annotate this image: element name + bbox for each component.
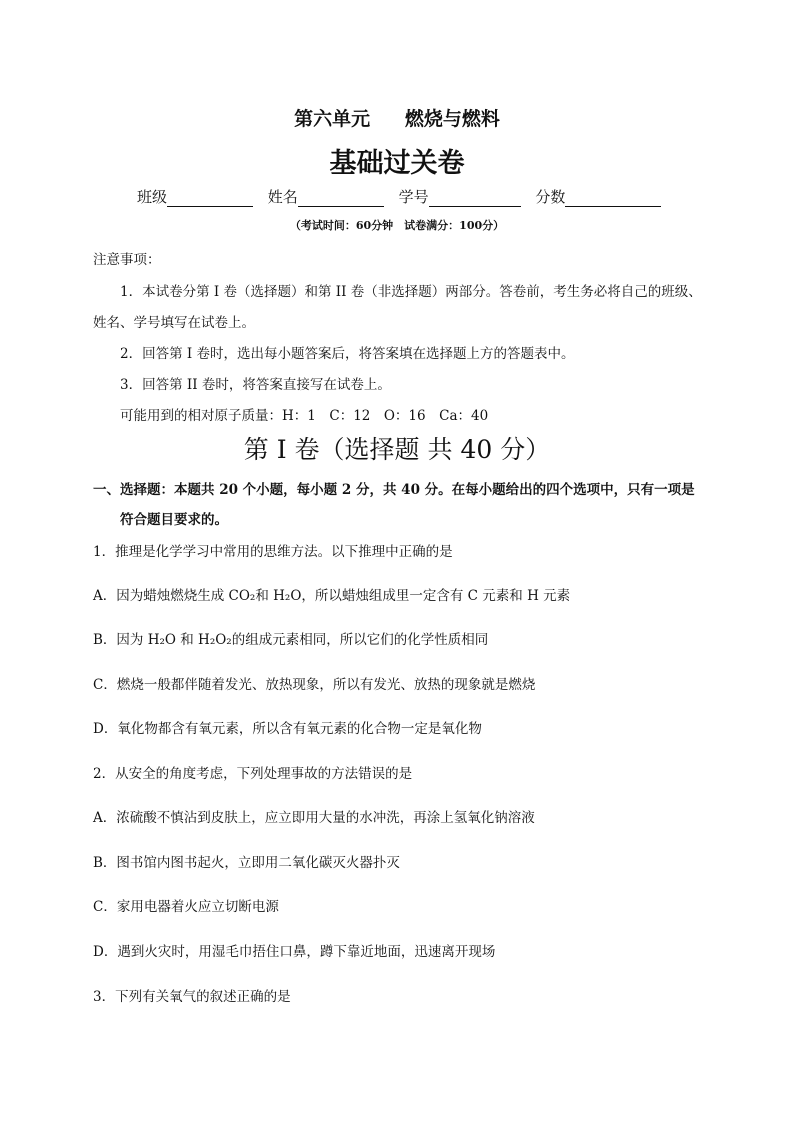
question-1-option-b[interactable]: B．因为 H₂O 和 H₂O₂的组成元素相同，所以它们的化学性质相同 xyxy=(93,632,489,648)
question-1-stem: 1．推理是化学学习中常用的思维方法。以下推理中正确的是 xyxy=(93,544,453,560)
unit-title xyxy=(0,104,794,131)
note-item-3: 3．回答第 II 卷时，将答案直接写在试卷上。 xyxy=(120,377,391,393)
question-2-option-b[interactable]: B．图书馆内图书起火，立即用二氧化碳灭火器扑灭 xyxy=(93,855,400,871)
topic-label: 燃烧与燃料 xyxy=(404,108,500,130)
unit-label: 第六单元 xyxy=(294,108,371,130)
name-blank[interactable] xyxy=(298,190,384,207)
page-title: 基础过关卷 xyxy=(329,148,465,179)
time-note: （考试时间：60分钟 试卷满分：100分） xyxy=(289,219,505,232)
question-2-stem: 2．从安全的角度考虑，下列处理事故的方法错误的是 xyxy=(93,766,413,782)
score-field: 分数 xyxy=(535,186,661,207)
section-title: 第 I 卷（选择题 共 40 分） xyxy=(243,435,551,464)
question-1-option-c[interactable]: C．燃烧一般都伴随着发光、放热现象，所以有发光、放热的现象就是燃烧 xyxy=(93,677,536,693)
question-2-option-d[interactable]: D．遇到火灾时，用湿毛巾捂住口鼻，蹲下靠近地面，迅速离开现场 xyxy=(93,944,496,960)
question-1-option-d[interactable]: D．氧化物都含有氧元素，所以含有氧元素的化合物一定是氧化物 xyxy=(93,721,482,737)
score-blank[interactable] xyxy=(565,190,661,207)
question-1-option-a[interactable]: A．因为蜡烛燃烧生成 CO₂和 H₂O，所以蜡烛组成里一定含有 C 元素和 H 元素 xyxy=(93,588,571,604)
section-instructions: 一、选择题：本题共 20 个小题，每小题 2 分，共 40 分。在每小题给出的四个选项中，只有一项是 xyxy=(93,482,695,498)
note-item-1-cont: 姓名、学号填写在试卷上。 xyxy=(93,315,255,331)
section-instructions-cont: 符合题目要求的。 xyxy=(120,512,228,528)
question-2-option-c[interactable]: C．家用电器着火应立切断电源 xyxy=(93,899,279,915)
question-3-stem: 3．下列有关氧气的叙述正确的是 xyxy=(93,989,291,1005)
name-field: 姓名 xyxy=(268,186,384,207)
class-field: 班级 xyxy=(137,186,253,207)
notes-heading: 注意事项： xyxy=(93,252,161,268)
atomic-masses: 可能用到的相对原子质量：H：1 C：12 O：16 Ca：40 xyxy=(120,408,489,424)
question-2-option-a[interactable]: A．浓硫酸不慎沾到皮肤上，应立即用大量的水冲洗，再涂上氢氧化钠溶液 xyxy=(93,810,535,826)
note-item-2: 2．回答第 I 卷时，选出每小题答案后，将答案填在选择题上方的答题表中。 xyxy=(120,346,575,362)
student-id-field: 学号 xyxy=(399,186,521,207)
student-info-row xyxy=(137,186,671,207)
student-id-blank[interactable] xyxy=(429,190,521,207)
note-item-1: 1．本试卷分第 I 卷（选择题）和第 II 卷（非选择题）两部分。答卷前，考生务必将自己的班级、 xyxy=(120,284,702,300)
class-blank[interactable] xyxy=(167,190,253,207)
